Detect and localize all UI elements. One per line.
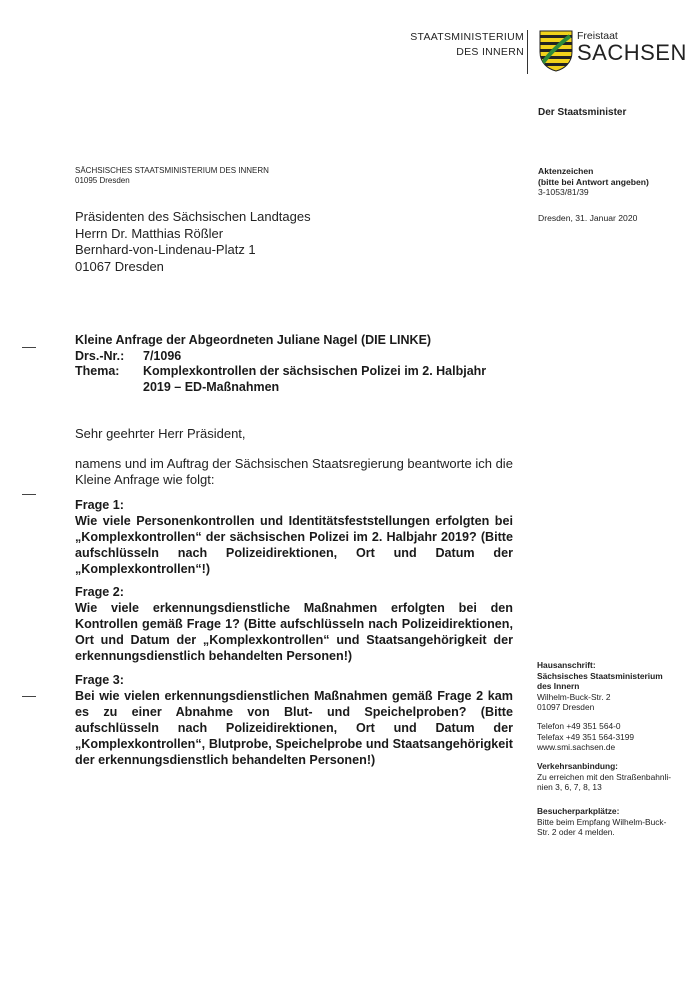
fax: Telefax +49 351 564-3199 <box>537 731 635 742</box>
sender-line2: 01095 Dresden <box>75 176 130 185</box>
letter-date: Dresden, 31. Januar 2020 <box>538 213 638 223</box>
transport-info <box>537 761 687 793</box>
header-divider <box>527 30 528 74</box>
question-label: Frage 3: <box>75 673 124 687</box>
address-name1: Sächsisches Staatsministerium <box>537 670 663 681</box>
salutation: Sehr geehrter Herr Präsident, <box>75 426 246 441</box>
question-label: Frage 2: <box>75 585 124 599</box>
thema-line2: 2019 – ED-Maßnahmen <box>143 379 280 394</box>
sachsen-wordmark: SACHSEN <box>577 40 687 65</box>
subject-title: Kleine Anfrage der Abgeordneten Juliane Nagel (DIE LINKE) <box>75 333 432 347</box>
fold-mark <box>22 696 36 697</box>
thema-line1: Komplexkontrollen der sächsischen Polizei im 2. Halbjahr <box>143 364 487 378</box>
reference-label: Aktenzeichen <box>538 166 594 176</box>
drs-row <box>75 349 486 365</box>
parking-line2: Str. 2 oder 4 melden. <box>537 827 615 838</box>
sender-address <box>75 166 269 186</box>
drs-label: Drs.-Nr.: <box>75 348 125 363</box>
subject-block <box>75 333 486 395</box>
address-label: Hausanschrift: <box>537 660 596 670</box>
reference-number: 3-1053/81/39 <box>538 187 589 197</box>
fold-mark <box>22 347 36 348</box>
ministry-name <box>364 30 524 60</box>
question-text: Wie viele erkennungsdienstliche Maßnahmen erfolgten bei den Kontrollen gemäß Frage 1? (Bitte aufschlüsseln nach Polizeidirektionen, Ort und Datum der „Komplexkontrollen“ und Staatsangehörigkeit der erkennungsdienstlich behandelten Personen!) <box>75 601 513 663</box>
transport-label: Verkehrsanbindung: <box>537 761 618 771</box>
parking-info <box>537 806 687 838</box>
drs-value: 7/1096 <box>143 348 182 363</box>
recipient-line4: 01067 Dresden <box>75 258 164 274</box>
recipient-line2: Herrn Dr. Matthias Rößler <box>75 225 224 241</box>
question-text: Wie viele Personenkontrollen und Identitätsfeststellungen erfolgten bei „Komplexkontrollen“ der sächsischen Polizei im 2. Halbjahr 2019? (Bitte aufschlüsseln nach Polizeidirektionen, Ort und Datum der „Komplexkontrollen“!) <box>75 514 513 576</box>
thema-row <box>75 364 486 380</box>
thema-row-continued <box>75 380 486 396</box>
freistaat-label: Freistaat <box>577 30 618 42</box>
question-2 <box>75 584 513 664</box>
question-1 <box>75 497 513 577</box>
recipient-line1: Präsidenten des Sächsischen Landtages <box>75 209 311 224</box>
thema-label: Thema: <box>75 364 120 378</box>
address-street: Wilhelm-Buck-Str. 2 <box>537 691 611 702</box>
ministry-name-line1: STAATSMINISTERIUM <box>410 31 524 43</box>
minister-title: Der Staatsminister <box>538 107 627 118</box>
question-label: Frage 1: <box>75 498 124 512</box>
intro-paragraph: namens und im Auftrag der Sächsischen Staatsregierung beantworte ich die Kleine Anfrage wie folgt: <box>75 456 513 487</box>
address-info <box>537 660 687 713</box>
address-name2: des Innern <box>537 681 580 692</box>
fold-mark <box>22 494 36 495</box>
website-link[interactable]: www.smi.sachsen.de <box>537 742 616 753</box>
contact-info <box>537 721 687 753</box>
transport-line1: Zu erreichen mit den Straßenbahnli- <box>537 771 672 782</box>
reference-hint: (bitte bei Antwort angeben) <box>538 176 649 187</box>
reference-block <box>538 166 649 198</box>
parking-label: Besucherparkplätze: <box>537 806 620 816</box>
parking-line1: Bitte beim Empfang Wilhelm-Buck- <box>537 816 667 827</box>
question-text: Bei wie vielen erkennungsdienstlichen Maßnahmen gemäß Frage 2 kam es zu einer Abnahme von Blut- und Speichelproben? (Bitte aufschlüsseln nach Polizeidirektionen, Ort und Datum der „Komplexkontrollen“, Blutprobe, Speichelprobe und Staatsangehörigkeit der erkennungsdienstlich behandelten Personen!) <box>75 689 513 767</box>
saxony-coat-of-arms-icon <box>539 30 573 72</box>
question-3 <box>75 672 513 768</box>
recipient-address <box>75 209 311 275</box>
phone: Telefon +49 351 564-0 <box>537 721 621 731</box>
sender-line1: SÄCHSISCHES STAATSMINISTERIUM DES INNERN <box>75 166 269 175</box>
address-city: 01097 Dresden <box>537 702 595 713</box>
ministry-name-line2: DES INNERN <box>456 46 524 58</box>
transport-line2: nien 3, 6, 7, 8, 13 <box>537 782 602 793</box>
recipient-line3: Bernhard-von-Lindenau-Platz 1 <box>75 242 256 257</box>
